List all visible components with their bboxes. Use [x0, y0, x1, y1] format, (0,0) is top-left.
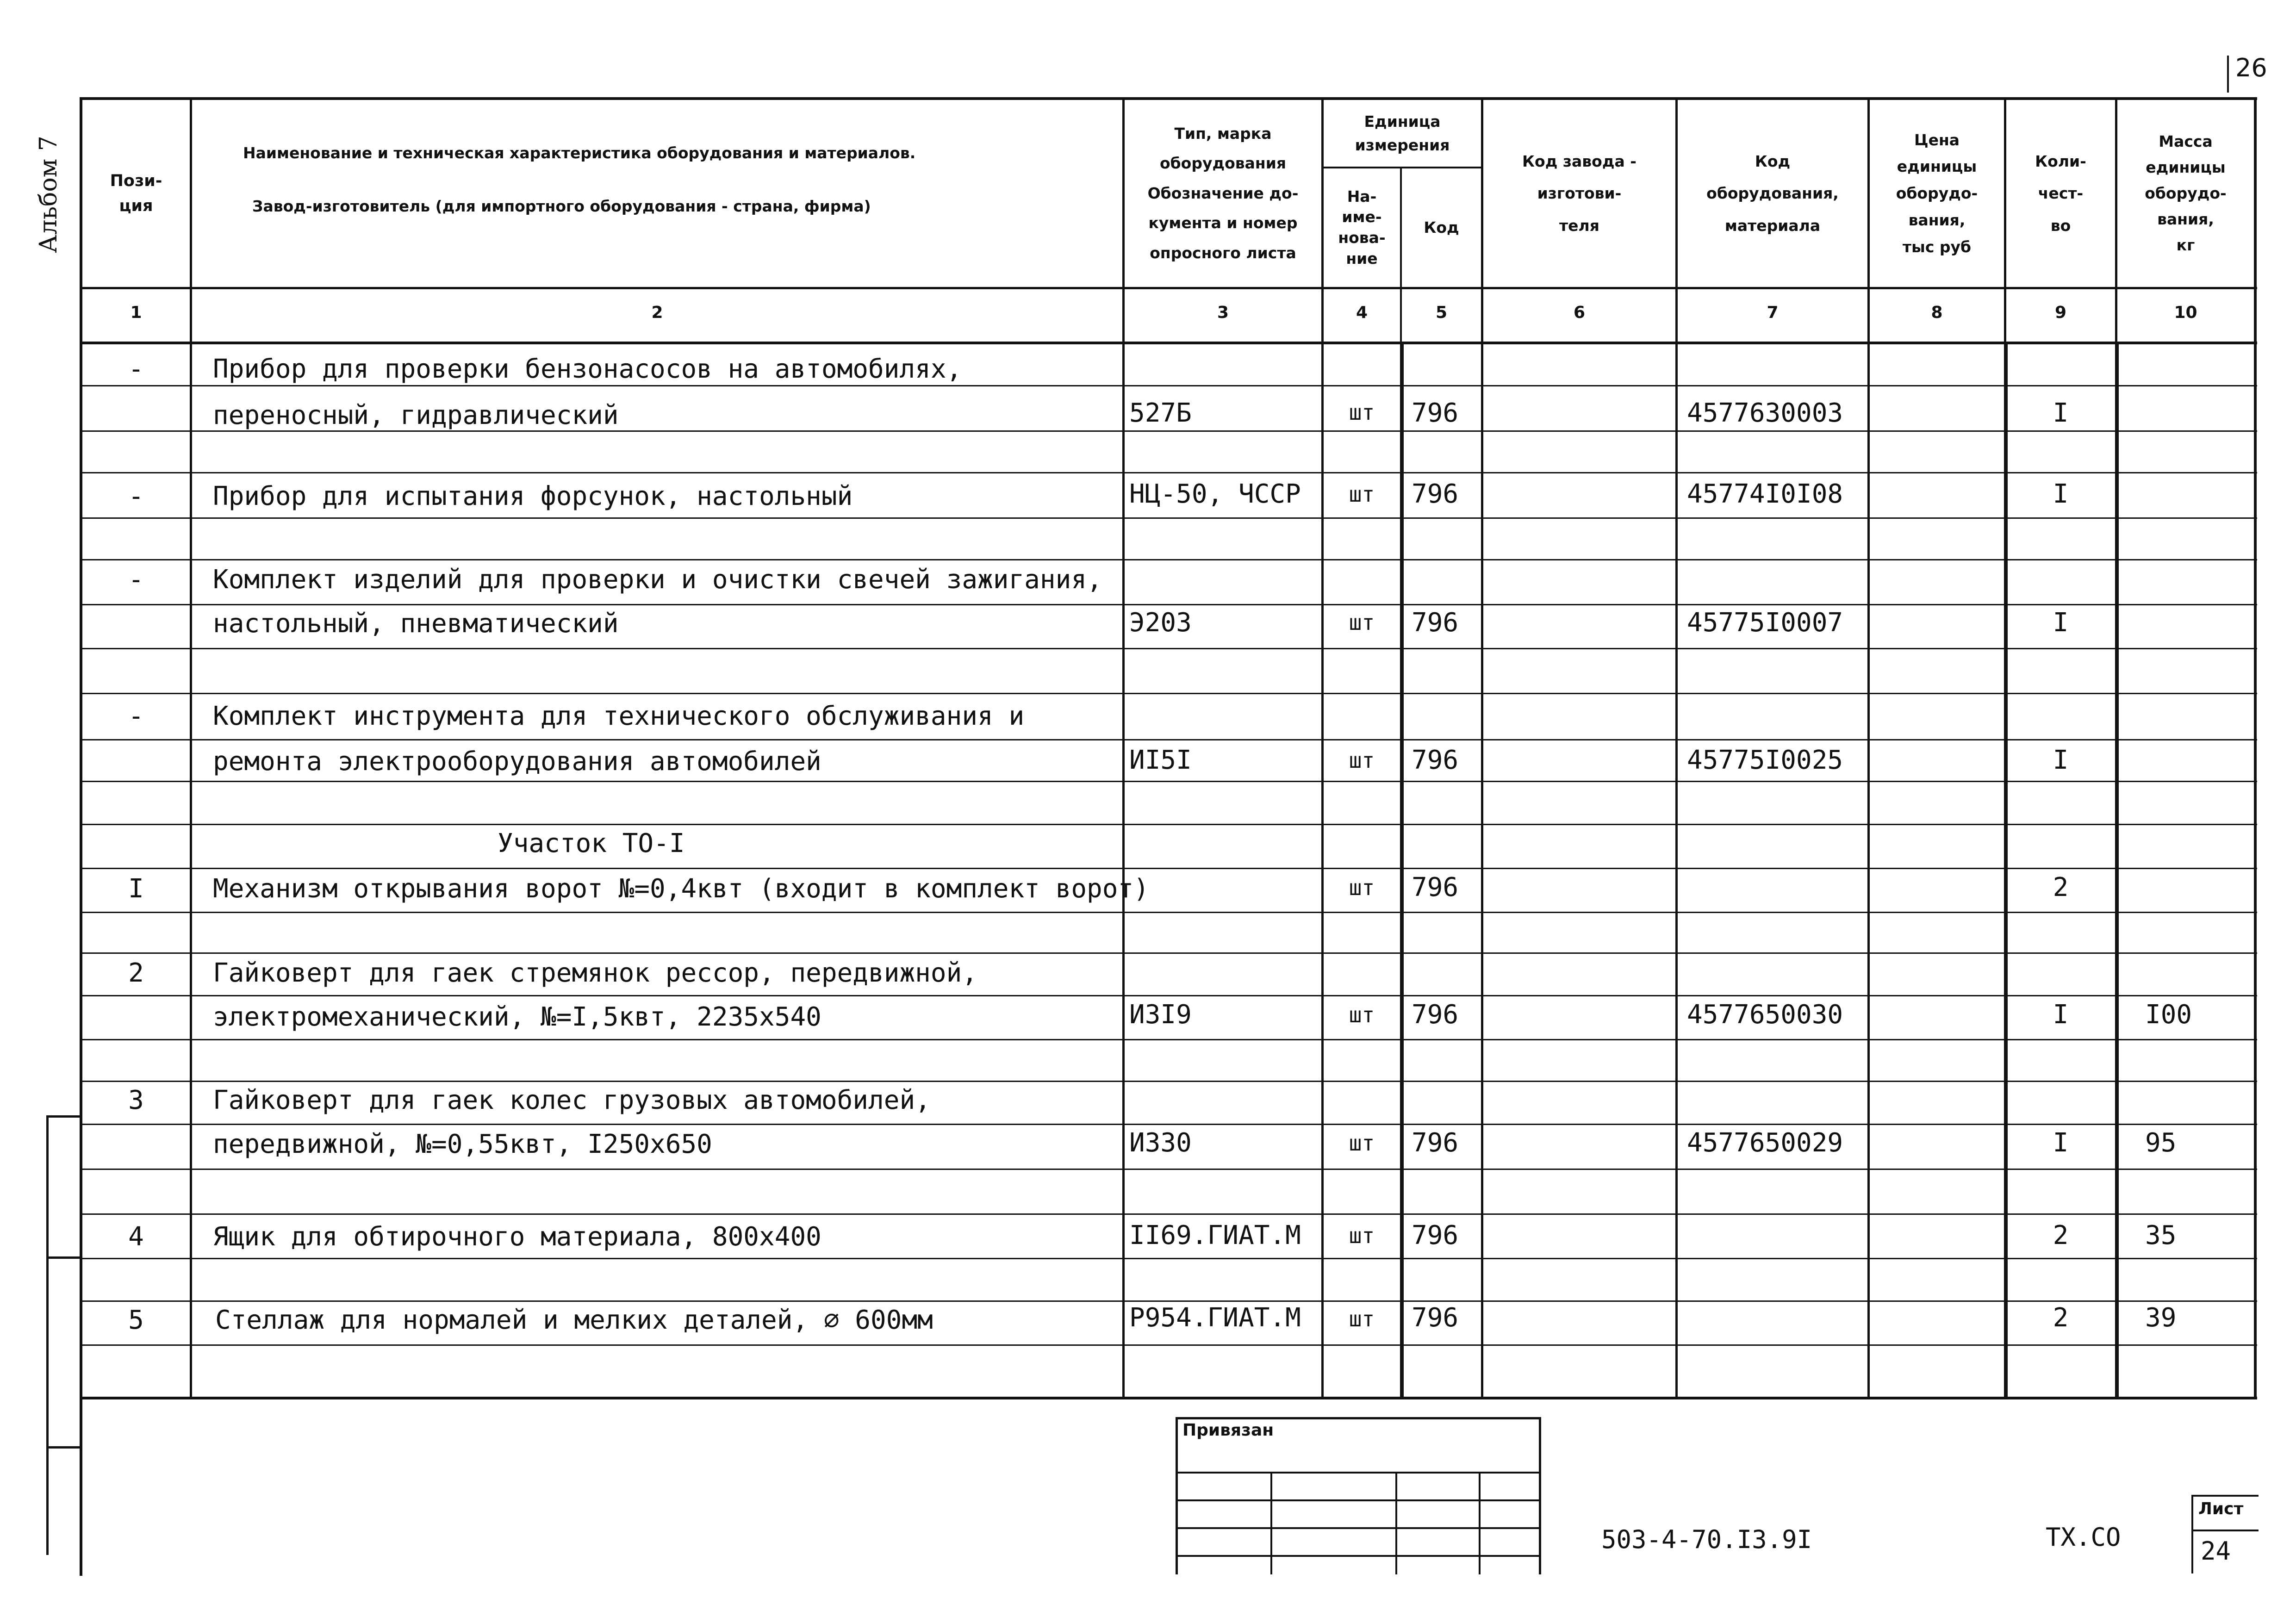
- col-number: 5: [1435, 303, 1448, 322]
- row-quantity: 2: [2053, 1220, 2069, 1250]
- col-header-equipment-code: Код оборудования, материала: [1706, 152, 1839, 235]
- row-quantity: I: [2053, 745, 2069, 775]
- row-name: Гайковерт для гаек колес грузовых автомобилей,: [213, 1085, 931, 1115]
- row-unit-code: 796: [1412, 872, 1459, 902]
- row-unit: шт: [1349, 610, 1375, 635]
- col-number: 9: [2054, 303, 2067, 322]
- col-header-type: Тип, марка оборудования Обозначение до- кумента и номер опросного листа: [1147, 124, 1299, 262]
- row-unit-code: 796: [1412, 745, 1459, 775]
- col-number: 10: [2174, 303, 2197, 322]
- row-type: ИI5I: [1129, 745, 1192, 775]
- row-unit-code: 796: [1412, 1303, 1459, 1333]
- col-header-unit-group: Единица измерения: [1355, 112, 1450, 154]
- row-unit: шт: [1349, 482, 1375, 507]
- col-header-name-line2: Завод-изготовитель (для импортного оборудования - страна, фирма): [252, 197, 871, 215]
- row-position: I: [128, 874, 144, 904]
- row-name: Ящик для обтирочного материала, 800x400: [213, 1222, 821, 1252]
- row-position: 3: [128, 1085, 144, 1115]
- row-position: -: [128, 481, 144, 511]
- row-quantity: I: [2053, 479, 2069, 509]
- row-quantity: I: [2053, 398, 2069, 428]
- col-number: 8: [1931, 303, 1943, 322]
- row-equipment-code: 45775I0025: [1687, 745, 1843, 775]
- row-name: настольный, пневматический: [213, 609, 619, 639]
- row-position: -: [128, 565, 144, 595]
- row-unit: шт: [1349, 1131, 1375, 1156]
- row-unit: шт: [1349, 1306, 1375, 1331]
- row-name: передвижной, №=0,55квт, I250x650: [213, 1129, 712, 1159]
- stamp-doc-code: ТХ.СО: [2046, 1523, 2121, 1552]
- row-equipment-code: 4577650029: [1687, 1128, 1843, 1158]
- row-name: Гайковерт для гаек стремянок рессор, передвижной,: [213, 958, 978, 988]
- row-equipment-code: 45774I0I08: [1687, 479, 1843, 509]
- col-header-name-line1: Наименование и техническая характеристика оборудования и материалов.: [243, 144, 916, 162]
- row-name: Комплект изделий для проверки и очистки свечей зажигания,: [213, 565, 1102, 595]
- row-type: 527Б: [1129, 398, 1192, 428]
- row-type: НЦ-50, ЧССР: [1129, 479, 1301, 509]
- row-unit: шт: [1349, 748, 1375, 773]
- row-mass: 35: [2145, 1220, 2177, 1250]
- row-unit: шт: [1349, 1223, 1375, 1248]
- row-unit-code: 796: [1412, 608, 1459, 638]
- row-name: Механизм открывания ворот №=0,4квт (входит в комплект ворот): [213, 874, 1149, 904]
- col-header-unit-name: На- име- нова- ние: [1338, 187, 1386, 267]
- row-mass: 95: [2145, 1128, 2177, 1158]
- row-position: 4: [128, 1222, 144, 1252]
- col-number: 4: [1356, 303, 1368, 322]
- row-type: И330: [1129, 1128, 1192, 1158]
- row-quantity: 2: [2053, 872, 2069, 902]
- row-name: Стеллаж для нормалей и мелких деталей, ∅ 600мм: [215, 1305, 933, 1335]
- row-name: Комплект инструмента для технического обслуживания и: [213, 701, 1025, 731]
- stamp-doc-number: 503-4-70.I3.9I: [1601, 1525, 1812, 1554]
- row-mass: I00: [2145, 1000, 2192, 1030]
- row-quantity: I: [2053, 608, 2069, 638]
- col-number: 6: [1573, 303, 1586, 322]
- row-unit-code: 796: [1412, 1128, 1459, 1158]
- row-equipment-code: 4577630003: [1687, 398, 1843, 428]
- row-position: 2: [128, 958, 144, 988]
- col-header-price: Цена единицы оборудо- вания, тыс руб: [1896, 131, 1978, 256]
- row-mass: 39: [2145, 1303, 2177, 1333]
- col-number: 7: [1767, 303, 1779, 322]
- row-name: переносный, гидравлический: [213, 400, 619, 430]
- row-unit-code: 796: [1412, 398, 1459, 428]
- row-unit: шт: [1349, 1002, 1375, 1027]
- stamp-list-label: Лист: [2198, 1499, 2244, 1518]
- col-header-factory-code: Код завода - изготови- теля: [1522, 152, 1636, 235]
- section-title: Участок ТО-I: [498, 828, 685, 858]
- sheet-number-top: 26: [2235, 53, 2267, 82]
- col-header-unit-code: Код: [1424, 218, 1459, 237]
- row-position: 5: [128, 1305, 144, 1335]
- stamp-privyazan: Привязан: [1182, 1421, 1274, 1440]
- stamp-list-number: 24: [2201, 1536, 2231, 1566]
- col-number: 1: [130, 303, 142, 322]
- row-name: ремонта электрооборудования автомобилей: [213, 746, 821, 777]
- row-unit: шт: [1349, 400, 1375, 425]
- col-header-mass: Масса единицы оборудо- вания, кг: [2145, 132, 2227, 255]
- col-header-quantity: Коли- чест- во: [2035, 152, 2086, 235]
- row-unit: шт: [1349, 875, 1375, 900]
- row-type: Р954.ГИАТ.М: [1129, 1303, 1301, 1333]
- row-name: Прибор для испытания форсунок, настольный: [213, 481, 853, 511]
- row-position: -: [128, 701, 144, 731]
- row-position: -: [128, 354, 144, 384]
- row-unit-code: 796: [1412, 1000, 1459, 1030]
- row-equipment-code: 45775I0007: [1687, 608, 1843, 638]
- row-quantity: 2: [2053, 1303, 2069, 1333]
- row-type: Э203: [1129, 608, 1192, 638]
- col-number: 2: [651, 303, 663, 322]
- row-type: II69.ГИАТ.М: [1129, 1220, 1301, 1250]
- row-equipment-code: 4577650030: [1687, 1000, 1843, 1030]
- album-label: Альбом 7: [35, 136, 62, 253]
- row-quantity: I: [2053, 1128, 2069, 1158]
- col-header-position: Пози- ция: [110, 171, 162, 215]
- col-header-name: [192, 100, 1122, 287]
- row-quantity: I: [2053, 1000, 2069, 1030]
- row-name: электромеханический, №=I,5квт, 2235x540: [213, 1002, 821, 1032]
- col-number: 3: [1217, 303, 1229, 322]
- row-unit-code: 796: [1412, 1220, 1459, 1250]
- row-unit-code: 796: [1412, 479, 1459, 509]
- row-name: Прибор для проверки бензонасосов на автомобилях,: [213, 354, 962, 384]
- row-type: И3I9: [1129, 1000, 1192, 1030]
